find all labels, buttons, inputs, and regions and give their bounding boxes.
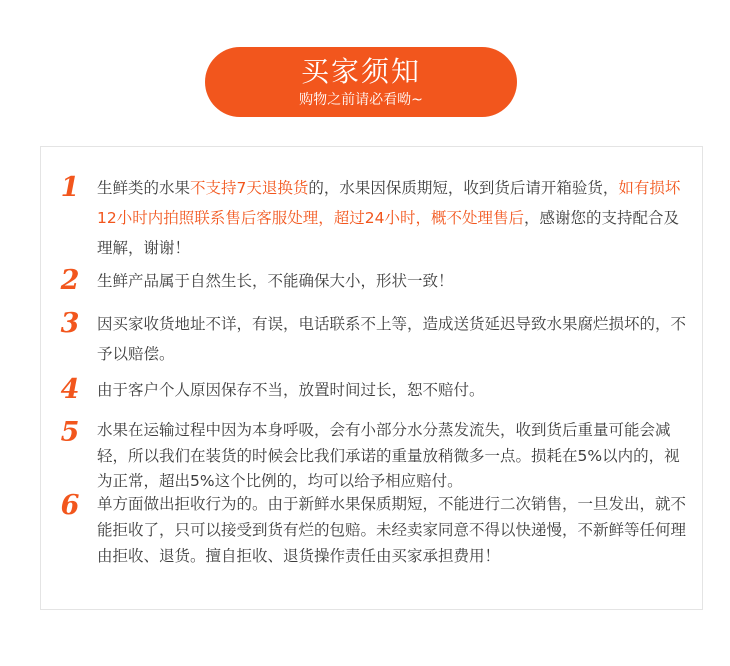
notice-text-6: 单方面做出拒收行为的。由于新鲜水果保质期短，不能进行二次销售，一旦发出，就不能拒收了，只可以接受到货有烂的包赔。未经卖家同意不得以快递慢，不新鲜等任何理由拒收、退货。擅自拒收、退货操作责任由买家承担费用！ [97,495,687,565]
notice-panel [40,146,703,610]
notice-text-5: 水果在运输过程中因为本身呼吸，会有小部分水分蒸发流失，收到货后重量可能会减轻，所以我们在装货的时候会比我们承诺的重量放稍微多一点。损耗在5%以内的，视为正常，超出5%这个比例的，均可以给予相应赔付。 [97,421,680,490]
number-badge-1: 1 [60,172,80,203]
number-badge-5: 5 [60,417,80,448]
notice-1-part-1: 生鲜类的水果 [97,179,191,197]
notice-1-part-2: 的，水果因保质期短，收到货后请开箱验货， [308,179,619,197]
notice-text-2: 生鲜产品属于自然生长，不能确保大小，形状一致！ [97,272,454,290]
number-badge-6: 6 [60,490,80,521]
number-badge-4: 4 [60,374,80,405]
notice-text-3: 因买家收货地址不详，有误，电话联系不上等，造成送货延迟导致水果腐烂损坏的，不予以赔偿。 [97,315,687,363]
page-title: 买家须知 [300,55,421,88]
notice-1-highlight-2: 如有损坏12小时内拍照联系售后客服处理，超过24小时，概不处理售后 [97,179,681,227]
notice-text-1 [97,173,692,263]
number-badge-2: 2 [60,265,80,296]
notice-1-highlight-1: 不支持7天退换货 [190,179,309,197]
page-subtitle: 购物之前请必看呦~ [299,92,423,108]
notice-text-4: 由于客户个人原因保存不当，放置时间过长，恕不赔付。 [97,381,485,399]
header-banner [205,47,517,117]
notice-1-part-3: ，感谢您的支持配合及理解，谢谢！ [97,209,679,257]
number-badge-3: 3 [60,308,80,339]
